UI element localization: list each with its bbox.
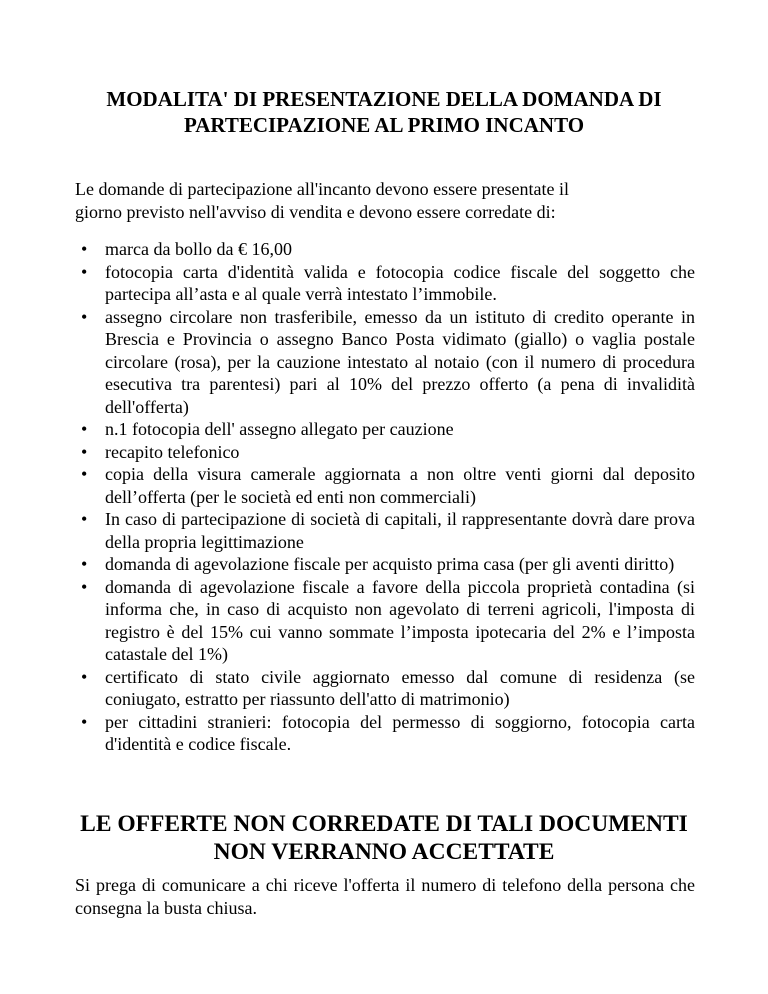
list-item xyxy=(75,508,695,553)
list-item-text: marca da bollo da € 16,00 xyxy=(105,239,292,259)
list-item xyxy=(75,666,695,711)
list-item xyxy=(75,441,695,464)
closing-paragraph: Si prega di comunicare a chi riceve l'offerta il numero di telefono della persona che consegna la busta chiusa. xyxy=(75,875,695,918)
list-item-text: copia della visura camerale aggiornata a non oltre venti giorni dal deposito dell’offerta (per le società ed enti non commerciali) xyxy=(105,464,695,507)
warning-heading-line-1: LE OFFERTE NON CORREDATE DI TALI DOCUMENTI xyxy=(80,811,688,837)
list-item-text: In caso di partecipazione di società di capitali, il rappresentante dovrà dare prova della propria legittimazione xyxy=(105,509,695,552)
bullet-icon: • xyxy=(81,239,88,259)
document-title-line-2: PARTECIPAZIONE AL PRIMO INCANTO xyxy=(183,113,585,137)
requirements-list xyxy=(75,238,695,756)
bullet-icon: • xyxy=(81,711,88,732)
list-item-text: recapito telefonico xyxy=(105,441,240,462)
list-item-text: n.1 fotocopia dell' assegno allegato per cauzione xyxy=(105,419,454,439)
list-item xyxy=(75,306,695,419)
bullet-icon: • xyxy=(81,419,88,439)
warning-heading xyxy=(40,810,728,866)
list-item xyxy=(75,261,695,306)
list-item xyxy=(75,238,695,261)
list-item xyxy=(75,711,695,756)
list-item-text: assegno circolare non trasferibile, emesso da un istituto di credito operante in Brescia e Provincia o assegno Banco Posta vidimato (giallo) o vaglia postale circolare (rosa), per la cauzione intestato al notaio (con il numero di procedura esecutiva tra parentesi) pari al 10% del prezzo offerto (a pena di invalidità dell'offerta) xyxy=(105,306,695,417)
list-item-text: domanda di agevolazione fiscale a favore della piccola proprietà contadina (si informa che, in caso di acquisto non agevolato di terreni agricoli, l'imposta di registro è del 15% cui vanno sommate l’imposta ipotecaria del 2% e l’imposta catastale del 1%) xyxy=(105,576,695,664)
bullet-icon: • xyxy=(81,576,88,597)
list-item-text: domanda di agevolazione fiscale per acquisto prima casa (per gli aventi diritto) xyxy=(105,554,675,574)
intro-paragraph xyxy=(75,178,695,223)
bullet-icon: • xyxy=(81,261,88,282)
list-item xyxy=(75,463,695,508)
intro-line-1: Le domande di partecipazione all'incanto devono essere presentate il xyxy=(75,179,570,199)
intro-line-2: giorno previsto nell'avviso di vendita e devono essere corredate di: xyxy=(75,201,556,222)
list-item-text: per cittadini stranieri: fotocopia del permesso di soggiorno, fotocopia carta d'identità e codice fiscale. xyxy=(105,711,695,754)
bullet-icon: • xyxy=(81,509,88,529)
list-item-text: fotocopia carta d'identità valida e fotocopia codice fiscale del soggetto che partecipa all’asta e al quale verrà intestato l’immobile. xyxy=(105,261,695,304)
list-item xyxy=(75,576,695,666)
bullet-icon: • xyxy=(81,441,88,462)
bullet-icon: • xyxy=(81,306,88,327)
document-title xyxy=(40,86,728,138)
list-item xyxy=(75,418,695,441)
list-item xyxy=(75,553,695,576)
list-item-text: certificato di stato civile aggiornato emesso dal comune di residenza (se coniugato, estratto per riassunto dell'atto di matrimonio) xyxy=(105,666,695,709)
warning-heading-line-2: NON VERRANNO ACCETTATE xyxy=(213,839,555,865)
bullet-icon: • xyxy=(81,666,88,687)
document-title-line-1: MODALITA' DI PRESENTAZIONE DELLA DOMANDA DI xyxy=(106,87,662,111)
bullet-icon: • xyxy=(81,554,88,574)
bullet-icon: • xyxy=(81,464,88,484)
